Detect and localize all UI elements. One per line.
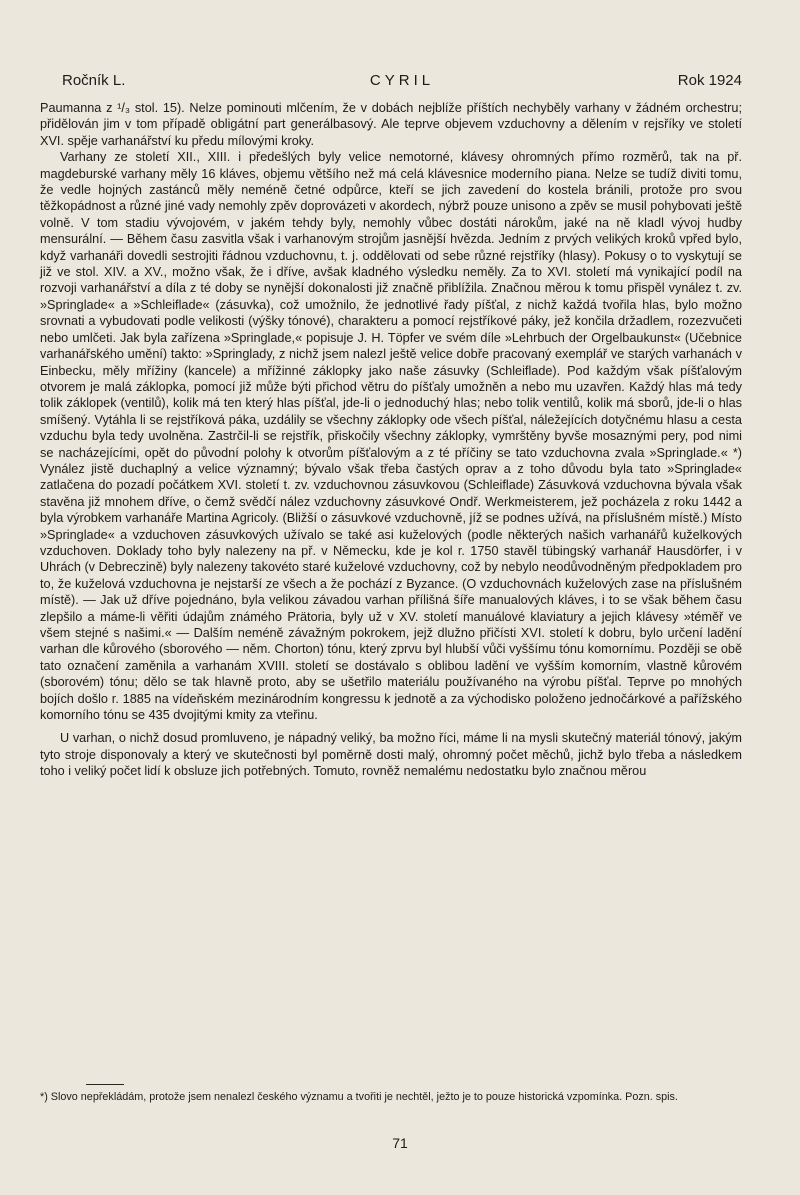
journal-title: CYRIL [369,72,435,89]
page-number: 71 [392,1135,408,1151]
year-label: Rok 1924 [677,72,742,89]
article-body [40,100,742,780]
footnote-divider [86,1084,124,1085]
running-header [62,72,742,94]
paragraph-3: U varhan, o nichž dosud promluveno, je nápadný veliký, ba možno říci, máme li na mysli skutečný materiál tónový, jakým tyto stroje disponovaly a který ve skutečnosti byl poměrně dosti malý, ohromný počet měchů, jichž bylo třeba a následkem toho i veliký počet lidí k obsluze jich potřebných. Tomuto, rovněž nemalému nedostatku bylo značnou měrou [40,731,742,779]
volume-label: Ročník L. [62,72,126,89]
footnote: *) Slovo nepřekládám, protože jsem nenalezl českého významu a tvořiti je nechtěl, ježto je to pouze historická vzpomínka. Pozn. spis. [40,1091,678,1103]
paragraph-1: Paumanna z ¹/₃ stol. 15). Nelze pominouti mlčením, že v dobách nejblíže příštích nechyběly varhany v žádném orchestru; přidělován jim v tom případě obligátní part generálbasový. Ale teprve objevem vzduchovny a dělením v rejsříky ve století XVI. spěje varhanářství ku předu mílovými kroky. [40,101,742,148]
paragraph-2: Varhany ze století XII., XIII. i předešlých byly velice nemotorné, klávesy ohromných přímo rozměrů, tak na př. magdeburské varhany měly 16 kláves, objemu většího než má celá klávesnice moderního piana. Nelze se tudíž diviti tomu, že vedle hojných zastánců měly neméně četné odpůrce, kteří se jich zavedení do kostela bránili, protože pro svou těžkopádnost a různé jiné vady nemohly zpěv doprovázeti v akordech, nýbrž pouze unisono a zpěv se musil pohybovati ještě volně. V tom stadiu vývojovém, v jakém tehdy byly, nemohly vůbec dostáti nárokům, jaké na ně kladl vývoj hudby mensurální. — Během času zasvitla však i varhanovým strojům jasnější hvězda. Jedním z prvých velikých kroků vpřed bylo, když varhanáři dovedli sestrojiti řádnou vzduchovnu, t. j. oddělovati od sebe různé rejstříky (hlasy). Pokusy o to vyskytují se již ve stol. XIV. a XV., možno však, že i dříve, avšak kladného výsledku neměly. Za to XVI. století má vynikající podíl na rozvoji varhanářství a díla z té doby se nynější dokonalosti již značně přiblížila. Značnou měrou k tomu přispěl vynález t. zv. »Springlade« a »Schleiflade« (zásuvka), což umožnilo, že jednotlivé řady píšťal, z nichž každá tvořila hlas, bylo možno srovnati a vybudovati podle velikosti (výšky tónové), charakteru a pomocí rejstříkové páky, jež končila držadlem, rozezvučeti nebo umlčeti. Jak byla zařízena »Springlade,« popisuje J. H. Töpfer ve svém díle »Lehrbuch der Orgelbaukunst« (Učebnice varhanářského umění) takto: »Springlady, z nichž jsem nalezl ještě velice dobře pracovaný exemplář ve starých varhanách v Einbecku, měly mřížiny (kancele) a mřížinné záklopky jako naše zásuvky (Schleiflade). Pod každým však píšťalovým otvorem je malá záklopka, pomocí již může býti přichod větru do píšťaly umožněn a nebo mu uzavřen. Každý hlas má tedy tolik záklopek (ventilů), kolik má ten který hlas píšťal, jde-li o jednoduchý hlas; nebo tolik ventilů, kolik má sborů, jde-li o hlas smíšený. Vytáhla li se rejstříková páka, uzdálily se všechny záklopky ode všech píšťal, náležejících dotyčnému hlasu a cesta vzduchu byla tedy uvolněna. Zastrčil-li se rejstřík, přiskočily všechny záklopky, vymrštěny byvše mosaznými pery, pod nimi se nacházejícími, opět do původní polohy k otvorům píšťalovým a z té příčiny se tato vzduchovna zvala »Springlade.« *) Vynález jistě duchaplný a velice významný; bývalo však třeba častých oprav a z toho důvodu byla tato »Springlade« zatlačena do pozadí počátkem XVI. století t. zv. vzduchovnou zásuvkovou (Schleiflade) Zásuvková vzduchovna bývala však stavěna již mnohem dříve, o čemž svědčí nález vzduchovny zásuvkové Ondř. Werkmeisterem, jež pocházela z roku 1442 a byla výrobkem varhanáře Martina Agricoly. (Bližší o zásuvkové vzduchovně, jíž se podnes užívá, na příslušném místě.) Místo »Springlade« a vzduchoven zásuvkových užívalo se také asi kuželových (podle některých našich varhanářů kuželkových vzduchoven. Doklady toho byly nalezeny na př. v Německu, kde je kol r. 1750 stavěl tübingský varhanář Hausdörfer, i v Uhrách (v Debreczině) byly nalezeny takovéto staré kuželové vzduchovny, což by nebylo neodůvodněným předpokladem pro to, že kuželová vzduchovna je nejstarší ze všech a že pochází z Byzance. (O vzduchovnách kuželových zase na příslušném místě). — Jak už dříve pojednáno, byla velikou závadou varhan přílišná šíře manualových kláves, i to se však během času zlepšilo a máme-li věřiti údajům známého Prätoria, byly už v XV. století manuálové klaviatury a jejich klávesy »téměř ve všem stejné s našimi.« — Dalším neméně závažným pokrokem, jejž dlužno přičísti XVI. století k dobru, bylo určení ladění varhan dle kůrového (sborového — něm. Chorton) tónu, který zprvu byl hlubší vůči vyššímu tónu komornímu. Později se obě tato označení zaměnila a varhanám XVIII. století se dostávalo s oblibou ladění ve vyšším komorním, vlastně kůrovém (sborovém) tónu; dělo se tak hlavně proto, aby se ušetřilo materiálu používaného na výrobu píšťal. Teprve po mnohých bojích došlo r. 1885 na vídeňském mezinárodním kongressu k jednotě a za východisko položeno jednočárkové a pařížského komorního tónu se 435 dvojitými kmity za vteřinu. [40,150,742,723]
